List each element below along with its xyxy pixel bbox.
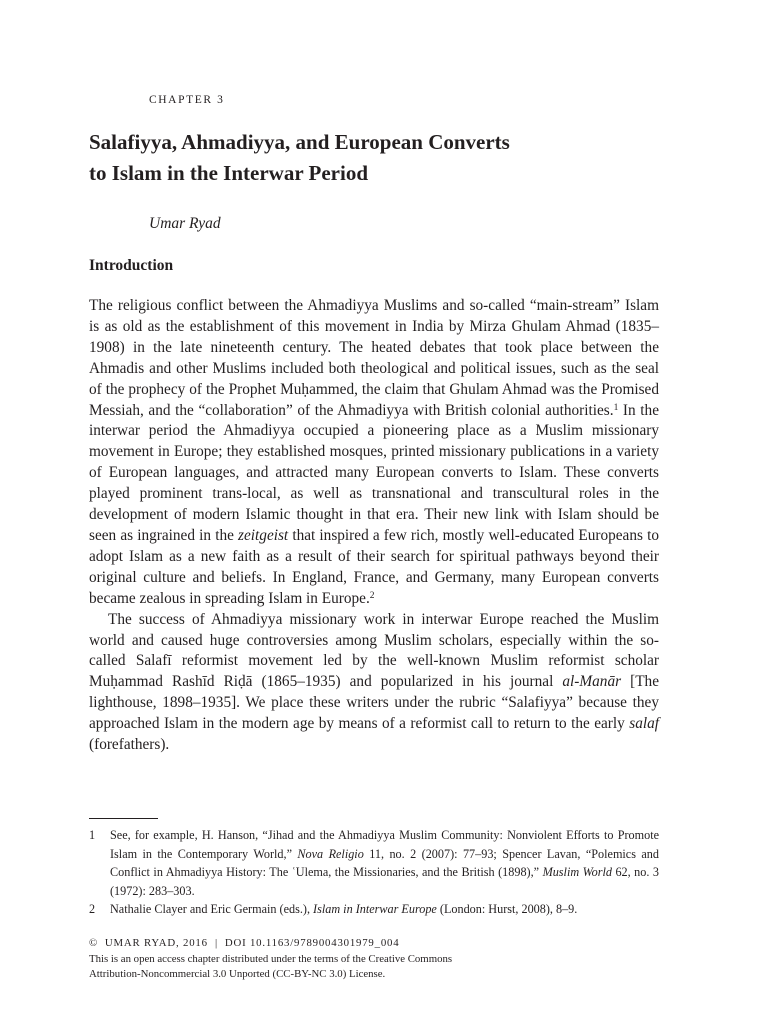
- paragraph-2-text-c: (forefathers).: [89, 736, 170, 754]
- chapter-title-line2: to Islam in the Interwar Period: [89, 161, 368, 185]
- journal-al-manar: al-Manār: [562, 673, 622, 691]
- paragraph-2-text-b: [The lighthouse, 1898–1935]. We place these writers under the rubric “Salafiyya” because they approached Islam in the modern age by means of a reformist call to return to the early: [89, 673, 660, 733]
- section-heading: Introduction: [89, 257, 174, 274]
- footnote-2-text-b: (London: Hurst, 2008), 8–9.: [436, 902, 578, 917]
- footnote-1-text-b: 11, no. 2 (2007): 77–93; Spencer Lavan, “Polemics and Conflict in Ahmadiyya History: The ʿUlema, the Missionaries, and the British (1898),”: [110, 846, 659, 880]
- copyright-symbol: ©: [89, 937, 98, 949]
- copyright-separator: |: [215, 937, 218, 949]
- copyright-holder: UMAR RYAD, 2016: [104, 937, 208, 949]
- footnote-divider: [89, 818, 158, 819]
- footnotes: [89, 826, 659, 919]
- footnote-1-text-c: 62, no. 3 (1972): 283–303.: [110, 865, 659, 898]
- copyright-notice: [89, 936, 669, 983]
- footnote-2-number: 2: [89, 902, 96, 917]
- footnote-1-journal-2: Muslim World: [542, 865, 612, 880]
- chapter-title: [89, 127, 689, 189]
- license-line1: This is an open access chapter distributed under the terms of the Creative Commons: [89, 952, 453, 965]
- paragraph-2-text-a: The success of Ahmadiyya missionary work in interwar Europe reached the Muslim world and caused huge controversies among Muslim scholars, especially within the so-called Salafī reformist movement led by the well-known Muslim reformist scholar Muḥammad Rashīd Riḍā (1865–1935) and popularized in his journal: [89, 610, 659, 691]
- footnote-ref-1[interactable]: 1: [613, 402, 619, 413]
- footnote-1-number: 1: [89, 828, 96, 842]
- doi-link[interactable]: DOI 10.1163/9789004301979_004: [224, 937, 400, 949]
- footnote-2-book: Islam in Interwar Europe: [313, 902, 437, 917]
- paragraph-2: [89, 610, 659, 756]
- footnote-1-journal-1: Nova Religio: [297, 846, 364, 861]
- paragraph-1-text-a: The religious conflict between the Ahmadiyya Muslims and so-called “main-stream” Islam is as old as the establishment of this movement in India by Mirza Ghulam Ahmad (1835–1908) in the late nineteenth century. The heated debates that took place between the Ahmadis and other Muslims included both theological and political issues, such as the seal of the prophecy of the Prophet Muḥammed, the claim that Ghulam Ahmad was the Promised Messiah, and the “collaboration” of the Ahmadiyya with British colonial authorities.: [89, 297, 659, 419]
- paragraph-1: [89, 296, 659, 610]
- footnote-1: [89, 826, 659, 900]
- copyright-line1: [89, 936, 669, 952]
- chapter-title-line1: Salafiyya, Ahmadiyya, and European Converts: [89, 130, 510, 154]
- body-text: [89, 296, 659, 756]
- chapter-label: CHAPTER 3: [149, 94, 225, 106]
- footnote-ref-2[interactable]: 2: [369, 590, 375, 601]
- paragraph-1-text-b: In the interwar period the Ahmadiyya occupied a pioneering place as a Muslim missionary movement in Europe; they established mosques, printed missionary publications in a variety of European languages, and attracted many European converts to Islam. These converts played prominent trans-local, as well as transnational and transcultural roles in the development of modern Islamic thought in that era. Their new link with Islam should be seen as ingrained in the: [89, 401, 659, 544]
- author-name: Umar Ryad: [149, 215, 221, 232]
- license-line2: Attribution-Noncommercial 3.0 Unported (CC-BY-NC 3.0) License.: [89, 968, 386, 980]
- term-salaf: salaf: [629, 715, 659, 733]
- paragraph-1-text-c: that inspired a few rich, mostly well-educated Europeans to adopt Islam as a new faith as a result of their search for spiritual pathways beyond their original culture and beliefs. In England, France, and Germany, many European converts became zealous in spreading Islam in Europe.: [89, 526, 659, 607]
- footnote-2-text-a: Nathalie Clayer and Eric Germain (eds.),: [110, 902, 314, 917]
- footnote-2: [89, 900, 659, 919]
- footnote-1-text-a: See, for example, H. Hanson, “Jihad and the Ahmadiyya Muslim Community: Nonviolent Efforts to Promote Islam in the Contemporary World,”: [110, 828, 659, 861]
- term-zeitgeist: zeitgeist: [238, 526, 289, 544]
